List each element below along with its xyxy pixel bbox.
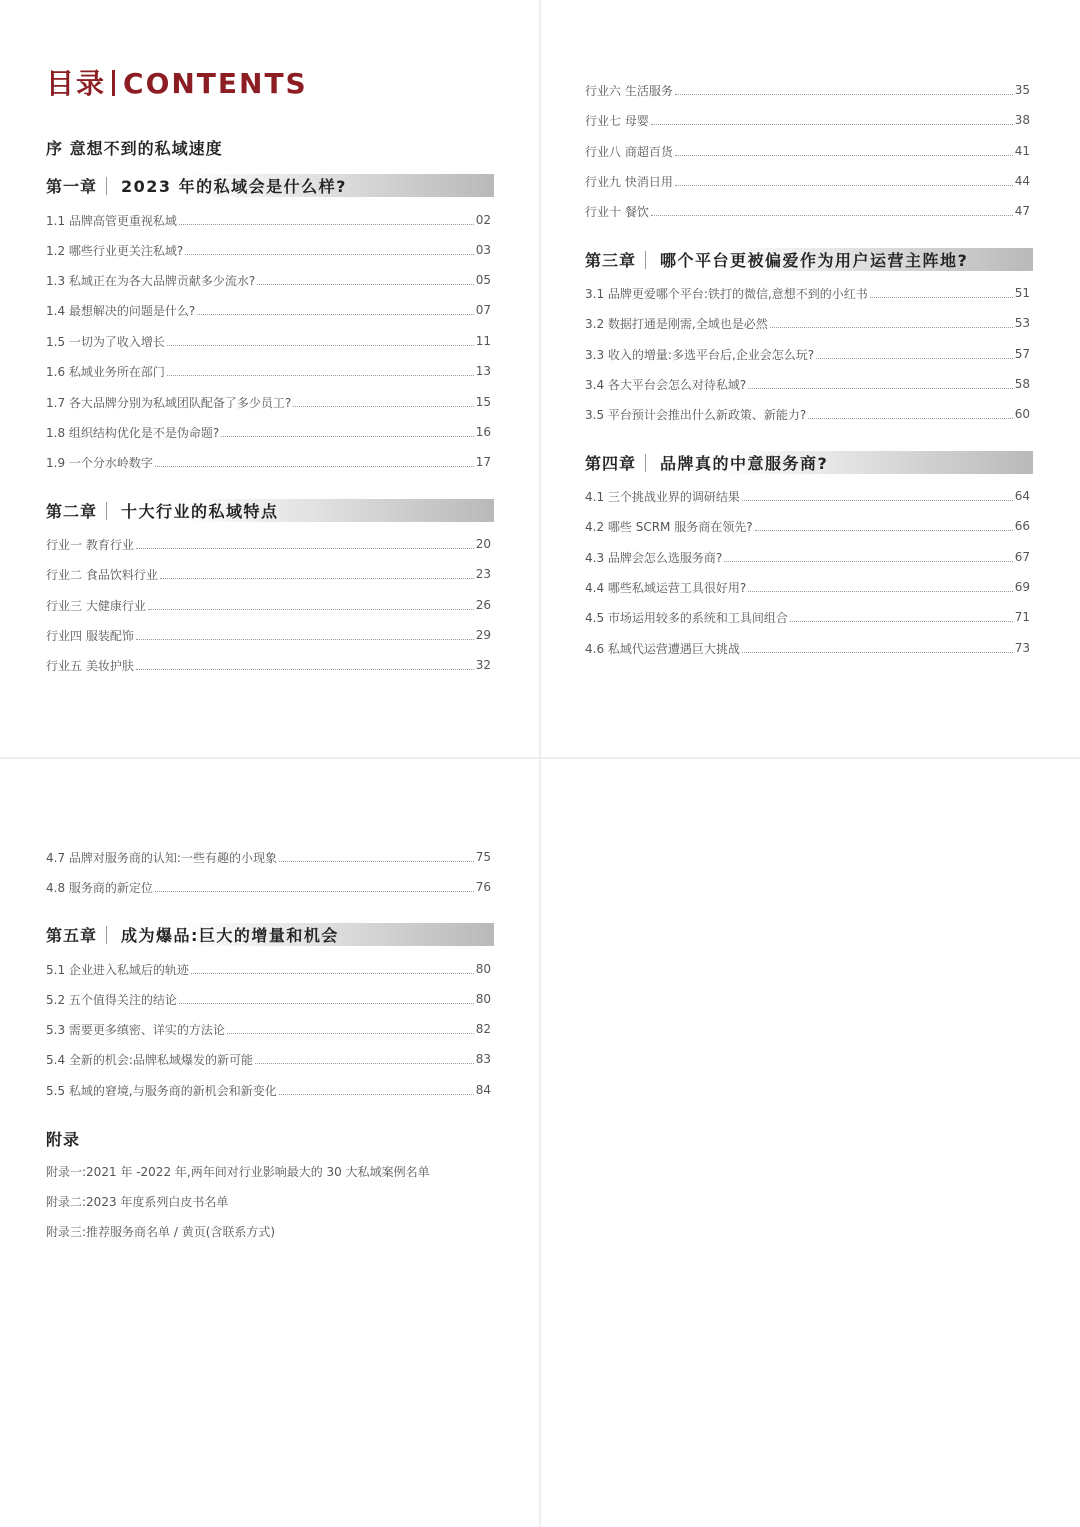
toc-leader: [651, 123, 1013, 125]
toc-leader: [221, 435, 473, 437]
toc-leader: [136, 547, 474, 549]
toc-title: [46, 62, 308, 102]
toc-entry-text: 行业一 教育行业: [46, 537, 134, 552]
toc-entry-text: 行业五 美妆护肤: [46, 658, 134, 673]
toc-entry-text: 4.5 市场运用较多的系统和工具间组合: [585, 610, 788, 625]
toc-entry[interactable]: [46, 1080, 491, 1100]
chapter-1-heading: [46, 174, 494, 197]
toc-leader: [724, 560, 1012, 562]
toc-entry-text: 行业八 商超百货: [585, 144, 673, 159]
toc-entry-page: 82: [475, 1022, 491, 1036]
toc-entry-text: 5.5 私域的窘境,与服务商的新机会和新变化: [46, 1083, 277, 1098]
toc-entry-text: 4.2 哪些 SCRM 服务商在领先?: [585, 519, 753, 534]
chapter-title: 成为爆品:巨大的增量和机会: [121, 926, 339, 945]
toc-entry-page: 73: [1014, 641, 1030, 655]
toc-entry-page: 58: [1014, 377, 1030, 391]
toc-entry-text: 4.8 服务商的新定位: [46, 880, 153, 895]
toc-entry-page: 03: [475, 243, 491, 257]
toc-entry[interactable]: [46, 300, 491, 320]
toc-entry-text: 5.1 企业进入私域后的轨迹: [46, 962, 189, 977]
toc-leader: [816, 357, 1013, 359]
toc-entry[interactable]: [585, 201, 1030, 221]
toc-entry-text: 1.6 私域业务所在部门: [46, 364, 165, 379]
toc-entry-text: 行业九 快消日用: [585, 174, 673, 189]
toc-page-3: [0, 759, 539, 1527]
toc-leader: [155, 890, 474, 892]
toc-entry[interactable]: [585, 344, 1030, 364]
toc-leader: [675, 184, 1013, 186]
toc-entry[interactable]: [46, 989, 491, 1009]
toc-leader: [136, 668, 474, 670]
toc-entry-page: 69: [1014, 580, 1030, 594]
chapter-divider: [106, 177, 107, 195]
toc-entry-page: 84: [475, 1083, 491, 1097]
toc-entry[interactable]: [46, 564, 491, 584]
toc-entry[interactable]: [46, 534, 491, 554]
toc-leader: [227, 1032, 474, 1034]
toc-entry-text: 1.5 一切为了收入增长: [46, 334, 165, 349]
toc-entry[interactable]: [585, 80, 1030, 100]
toc-entry-page: 07: [475, 303, 491, 317]
toc-entry-page: 76: [475, 880, 491, 894]
toc-entry-text: 1.9 一个分水岭数字: [46, 455, 153, 470]
appendix-item[interactable]: 附录三:推荐服务商名单 / 黄页(含联系方式): [46, 1225, 276, 1239]
toc-entry-page: 47: [1014, 204, 1030, 218]
toc-page-1: [0, 0, 539, 757]
toc-entry[interactable]: [585, 374, 1030, 394]
toc-entry-page: 05: [475, 273, 491, 287]
toc-entry-page: 35: [1014, 83, 1030, 97]
toc-entry-page: 67: [1014, 550, 1030, 564]
toc-entry[interactable]: [585, 607, 1030, 627]
chapter-title: 十大行业的私域特点: [121, 502, 279, 521]
chapter-5-heading: [46, 923, 494, 946]
toc-leader: [255, 1062, 474, 1064]
toc-entry-text: 4.7 品牌对服务商的认知:一些有趣的小现象: [46, 850, 277, 865]
toc-entry-page: 20: [475, 537, 491, 551]
toc-entry-text: 行业十 餐饮: [585, 204, 649, 219]
toc-entry[interactable]: [585, 110, 1030, 130]
toc-leader: [293, 405, 473, 407]
chapter-4-heading: [585, 451, 1033, 474]
toc-entry-text: 3.5 平台预计会推出什么新政策、新能力?: [585, 407, 807, 422]
chapter-number: 第五章: [46, 926, 98, 945]
chapter-title: 品牌真的中意服务商?: [660, 454, 829, 473]
toc-entry-page: 16: [475, 425, 491, 439]
toc-entry-text: 3.2 数据打通是刚需,全域也是必然: [585, 316, 768, 331]
toc-leader: [185, 253, 473, 255]
chapter-number: 第一章: [46, 177, 98, 196]
toc-entry-page: 80: [475, 992, 491, 1006]
toc-entry-page: 38: [1014, 113, 1030, 127]
toc-entry-text: 5.3 需要更多缜密、详实的方法论: [46, 1022, 225, 1037]
toc-entry[interactable]: [46, 959, 491, 979]
toc-leader: [808, 417, 1012, 419]
toc-entry[interactable]: [46, 210, 491, 230]
toc-entry[interactable]: [46, 1019, 491, 1039]
toc-leader: [257, 283, 473, 285]
toc-entry-text: 行业七 母婴: [585, 113, 649, 128]
chapter-3-heading: [585, 248, 1033, 271]
toc-leader: [651, 214, 1013, 216]
toc-entry[interactable]: [46, 422, 491, 442]
toc-leader: [790, 620, 1013, 622]
appendix-heading: 附录: [46, 1130, 81, 1149]
toc-entry-text: 4.1 三个挑战业界的调研结果: [585, 489, 740, 504]
toc-leader: [742, 651, 1013, 653]
toc-entry-page: 32: [475, 658, 491, 672]
chapter-number: 第三章: [585, 251, 637, 270]
toc-entry[interactable]: [46, 240, 491, 260]
chapter-title: 2023 年的私域会是什么样?: [121, 177, 347, 196]
toc-entry[interactable]: [46, 452, 491, 472]
toc-leader: [755, 529, 1013, 531]
toc-entry-text: 5.2 五个值得关注的结论: [46, 992, 177, 1007]
toc-entry-text: 1.4 最想解决的问题是什么?: [46, 303, 196, 318]
toc-entry-page: 44: [1014, 174, 1030, 188]
toc-entry-text: 行业二 食品饮料行业: [46, 567, 158, 582]
toc-entry-text: 4.3 品牌会怎么选服务商?: [585, 550, 723, 565]
toc-entry-text: 行业六 生活服务: [585, 83, 673, 98]
toc-entry-page: 17: [475, 455, 491, 469]
chapter-divider: [106, 502, 107, 520]
toc-leader: [748, 387, 1012, 389]
toc-entry-page: 75: [475, 850, 491, 864]
toc-entry[interactable]: [46, 270, 491, 290]
toc-entry[interactable]: [585, 313, 1030, 333]
toc-leader: [748, 590, 1012, 592]
toc-leader: [197, 313, 473, 315]
toc-entry[interactable]: [585, 486, 1030, 506]
blank-page: [541, 759, 1080, 1527]
chapter-number: 第二章: [46, 502, 98, 521]
toc-leader: [191, 972, 474, 974]
toc-entry-text: 4.6 私域代运营遭遇巨大挑战: [585, 641, 740, 656]
toc-entry-text: 行业四 服装配饰: [46, 628, 134, 643]
toc-entry[interactable]: [46, 877, 491, 897]
toc-entry[interactable]: [46, 595, 491, 615]
chapter-2-heading: [46, 499, 494, 522]
appendix-item[interactable]: 附录一:2021 年 -2022 年,两年间对行业影响最大的 30 大私域案例名单: [46, 1165, 430, 1179]
toc-entry-page: 11: [475, 334, 491, 348]
chapter-divider: [106, 926, 107, 944]
toc-entry[interactable]: [585, 283, 1030, 303]
toc-leader: [136, 638, 474, 640]
toc-entry-page: 29: [475, 628, 491, 642]
toc-entry-text: 3.1 品牌更爱哪个平台:铁打的微信,意想不到的小红书: [585, 286, 868, 301]
toc-title-en: CONTENTS: [123, 67, 308, 100]
toc-leader: [167, 344, 474, 346]
toc-entry-page: 53: [1014, 316, 1030, 330]
toc-entry-page: 60: [1014, 407, 1030, 421]
chapter-divider: [645, 454, 646, 472]
toc-entry-text: 行业三 大健康行业: [46, 598, 146, 613]
toc-entry-page: 71: [1014, 610, 1030, 624]
toc-leader: [770, 326, 1013, 328]
toc-title-cn: 目录: [46, 67, 107, 100]
toc-entry-text: 4.4 哪些私域运营工具很好用?: [585, 580, 747, 595]
toc-entry-page: 13: [475, 364, 491, 378]
toc-entry-page: 41: [1014, 144, 1030, 158]
toc-entry-text: 1.1 品牌高管更重视私域: [46, 213, 177, 228]
toc-entry[interactable]: [585, 171, 1030, 191]
toc-entry-text: 5.4 全新的机会:品牌私域爆发的新可能: [46, 1052, 253, 1067]
toc-leader: [160, 577, 474, 579]
toc-entry-page: 57: [1014, 347, 1030, 361]
toc-entry-page: 23: [475, 567, 491, 581]
toc-leader: [279, 1093, 474, 1095]
toc-entry[interactable]: [585, 547, 1030, 567]
toc-leader: [870, 296, 1013, 298]
preface-heading: 序 意想不到的私域速度: [46, 139, 223, 158]
toc-entry[interactable]: [585, 577, 1030, 597]
chapter-divider: [645, 251, 646, 269]
toc-entry[interactable]: [46, 625, 491, 645]
toc-entry-page: 80: [475, 962, 491, 976]
toc-entry[interactable]: [585, 516, 1030, 536]
toc-entry[interactable]: [585, 638, 1030, 658]
toc-entry[interactable]: [585, 141, 1030, 161]
toc-leader: [675, 154, 1013, 156]
toc-entry[interactable]: [46, 655, 491, 675]
toc-leader: [179, 223, 474, 225]
toc-entry-page: 15: [475, 395, 491, 409]
toc-leader: [675, 93, 1013, 95]
toc-leader: [279, 860, 474, 862]
toc-entry[interactable]: [46, 331, 491, 351]
toc-entry[interactable]: [46, 392, 491, 412]
toc-leader: [167, 374, 474, 376]
toc-leader: [155, 465, 474, 467]
toc-page-2: [541, 0, 1080, 757]
toc-entry-text: 1.2 哪些行业更关注私域?: [46, 243, 184, 258]
toc-entry-text: 1.7 各大品牌分别为私域团队配备了多少员工?: [46, 395, 292, 410]
toc-entry[interactable]: [46, 361, 491, 381]
chapter-title: 哪个平台更被偏爱作为用户运营主阵地?: [660, 251, 969, 270]
toc-leader: [179, 1002, 474, 1004]
toc-entry-page: 64: [1014, 489, 1030, 503]
toc-entry-page: 83: [475, 1052, 491, 1066]
toc-entry-page: 66: [1014, 519, 1030, 533]
appendix-item[interactable]: 附录二:2023 年度系列白皮书名单: [46, 1195, 229, 1209]
toc-entry[interactable]: [585, 404, 1030, 424]
toc-entry-page: 51: [1014, 286, 1030, 300]
toc-entry-text: 3.4 各大平台会怎么对待私域?: [585, 377, 747, 392]
title-divider: [112, 70, 115, 96]
toc-entry-text: 1.3 私域正在为各大品牌贡献多少流水?: [46, 273, 256, 288]
toc-entry-page: 26: [475, 598, 491, 612]
chapter-number: 第四章: [585, 454, 637, 473]
toc-entry[interactable]: [46, 1049, 491, 1069]
toc-entry[interactable]: [46, 847, 491, 867]
toc-leader: [742, 499, 1013, 501]
toc-entry-page: 02: [475, 213, 491, 227]
toc-leader: [148, 608, 474, 610]
toc-entry-text: 3.3 收入的增量:多选平台后,企业会怎么玩?: [585, 347, 815, 362]
toc-entry-text: 1.8 组织结构优化是不是伪命题?: [46, 425, 220, 440]
